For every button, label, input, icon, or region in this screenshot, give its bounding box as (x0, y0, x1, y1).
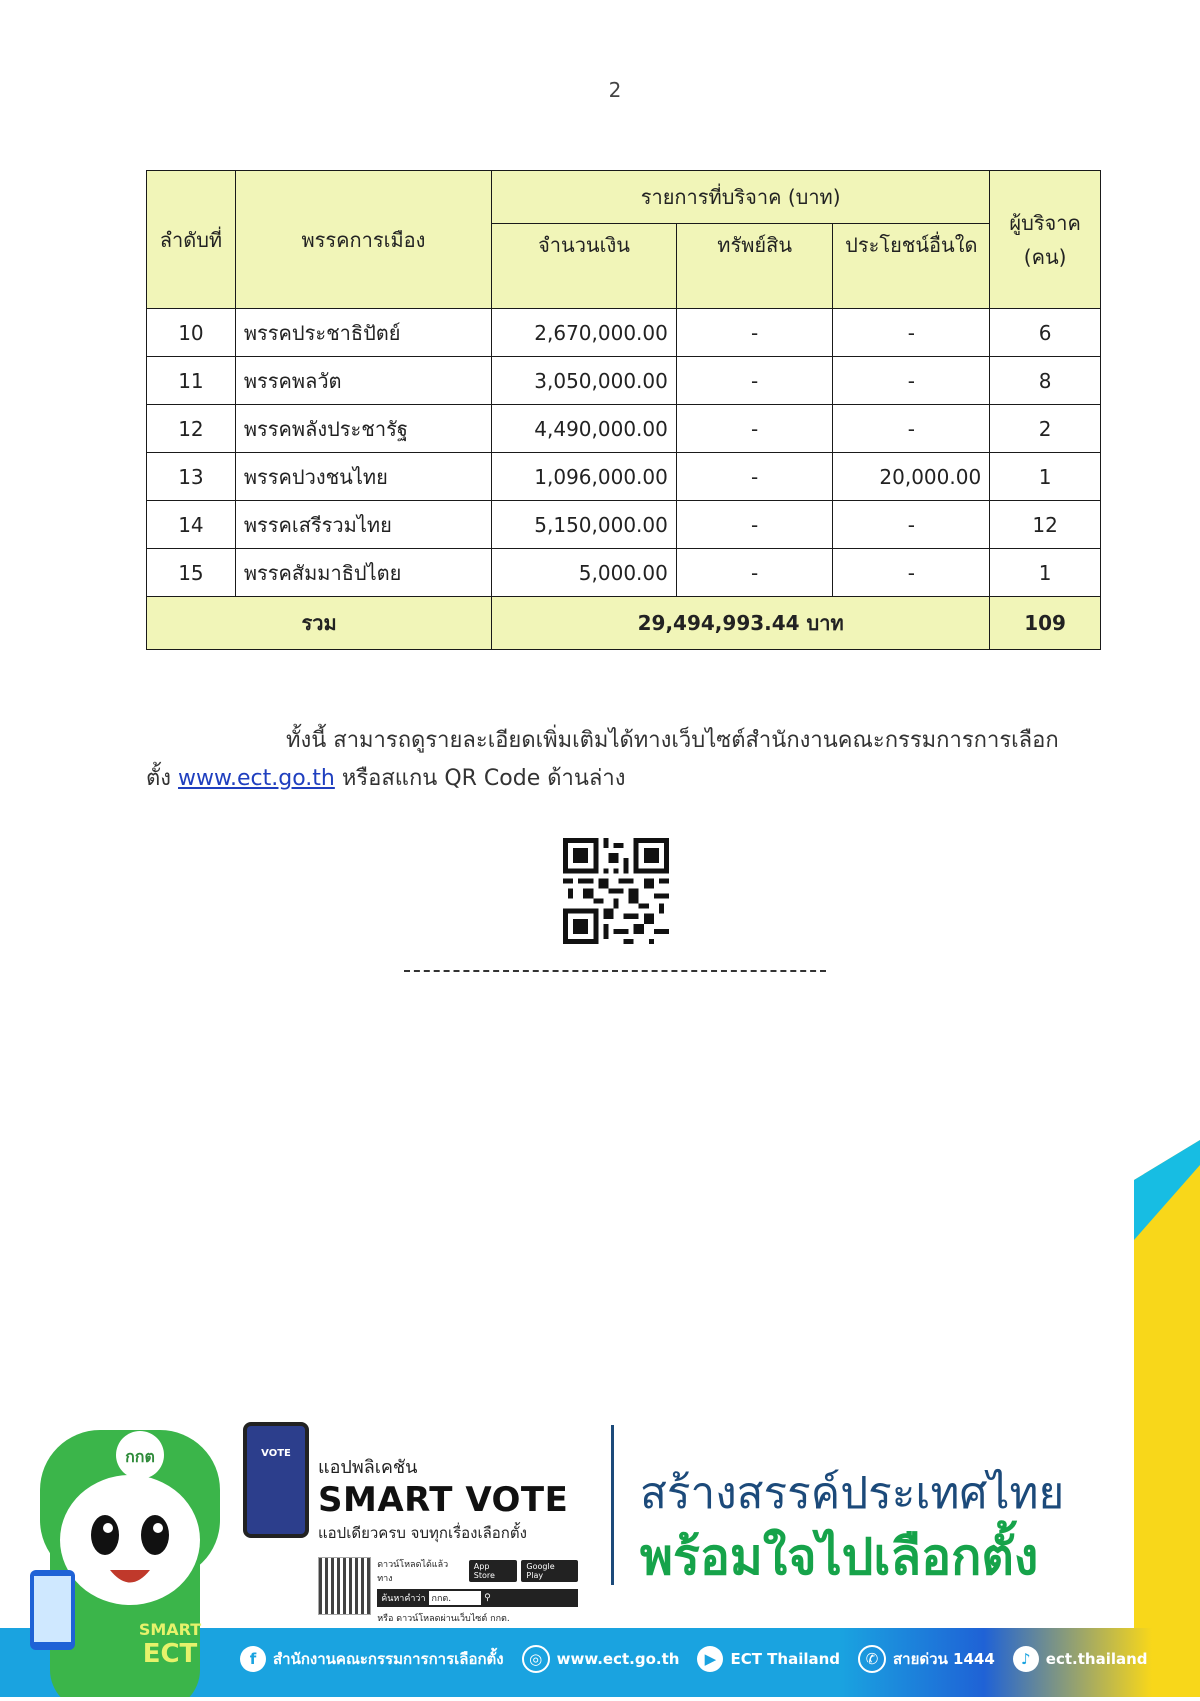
footer-contacts (240, 1645, 1148, 1673)
footer-hotline[interactable]: ✆ สายด่วน 1444 (858, 1645, 995, 1673)
footer-facebook[interactable]: f สำนักงานคณะกรรมการการเลือกตั้ง (240, 1646, 504, 1672)
cell-money: 5,000.00 (492, 549, 677, 597)
qr-code (563, 838, 669, 944)
cell-donors: 2 (990, 405, 1101, 453)
cell-property: - (676, 453, 833, 501)
tiktok-icon: ♪ (1013, 1646, 1039, 1672)
app-promo (318, 1452, 578, 1625)
phone-icon: ✆ (858, 1645, 886, 1673)
cell-other-benefit: - (833, 501, 990, 549)
download-text: ดาวน์โหลดได้แล้ว ทาง (377, 1560, 449, 1584)
footer-tiktok[interactable]: ♪ ect.thailand (1013, 1646, 1148, 1672)
paragraph-text: ทั้งนี้ สามารถดูรายละเอียดเพิ่มเติมได้ทางเว็บไซต์สำนักงานคณะกรรมการการเลือกตั้ง (146, 728, 1059, 791)
cell-no: 13 (147, 453, 236, 501)
table-row (147, 309, 1101, 357)
app-label: แอปพลิเคชัน (318, 1457, 418, 1478)
cell-other-benefit: - (833, 309, 990, 357)
table-row (147, 453, 1101, 501)
cell-party: พรรคสัมมาธิปไตย (235, 549, 491, 597)
section-divider (404, 970, 826, 972)
cell-donors: 6 (990, 309, 1101, 357)
globe-icon: ◎ (522, 1645, 550, 1673)
smart-ect-mascot (20, 1420, 260, 1697)
app-store-badge[interactable]: App Store (469, 1560, 518, 1582)
cell-party: พรรคพลังประชารัฐ (235, 405, 491, 453)
slogan-line-2: พร้อมใจไปเลือกตั้ง (640, 1528, 1039, 1586)
cell-other-benefit: - (833, 357, 990, 405)
web-download-text: หรือ ดาวน์โหลดผ่านเว็บไซต์ กกต. (377, 1614, 510, 1624)
footer-youtube[interactable]: ▶ ECT Thailand (697, 1646, 840, 1672)
paragraph-text-after: หรือสแกน QR Code ด้านล่าง (334, 766, 626, 791)
cell-donors: 8 (990, 357, 1101, 405)
cell-money: 5,150,000.00 (492, 501, 677, 549)
footer-website[interactable]: ◎ www.ect.go.th (522, 1645, 680, 1673)
search-value: กกต. (429, 1591, 482, 1605)
total-row (147, 597, 1101, 650)
cell-party: พรรคพลวัต (235, 357, 491, 405)
page-number: 2 (608, 78, 622, 102)
header-money: จำนวนเงิน (492, 224, 677, 309)
app-qr-code (318, 1557, 371, 1615)
slogan-line-1: สร้างสรรค์ประเทศไทย (640, 1468, 1065, 1519)
table-row (147, 549, 1101, 597)
cell-other-benefit: - (833, 549, 990, 597)
cell-party: พรรคปวงชนไทย (235, 453, 491, 501)
total-amount: 29,494,993.44 บาท (492, 597, 990, 650)
cell-money: 4,490,000.00 (492, 405, 677, 453)
cell-party: พรรคประชาธิปัตย์ (235, 309, 491, 357)
cell-other-benefit: 20,000.00 (833, 453, 990, 501)
svg-text:ECT: ECT (142, 1639, 198, 1669)
table-row (147, 501, 1101, 549)
cell-property: - (676, 405, 833, 453)
cell-property: - (676, 501, 833, 549)
svg-text:SMART: SMART (138, 1620, 202, 1639)
smart-vote-banner (0, 1140, 1200, 1697)
cell-no: 11 (147, 357, 236, 405)
cell-donors: 12 (990, 501, 1101, 549)
cell-property: - (676, 309, 833, 357)
store-search-box: ค้นหาคำว่า กกต. ⚲ (377, 1589, 578, 1607)
cell-donors: 1 (990, 549, 1101, 597)
cell-no: 12 (147, 405, 236, 453)
cell-no: 15 (147, 549, 236, 597)
header-other-benefit: ประโยชน์อื่นใด (833, 224, 990, 309)
search-icon: ⚲ (484, 1593, 491, 1603)
cell-property: - (676, 549, 833, 597)
table-row (147, 405, 1101, 453)
header-donation-group: รายการที่บริจาค (บาท) (492, 171, 990, 224)
header-party: พรรคการเมือง (235, 171, 491, 309)
table-row (147, 357, 1101, 405)
phone-image: VOTE (243, 1422, 309, 1538)
mascot-cap-text: กกต (125, 1447, 155, 1466)
play-icon: ▶ (697, 1646, 723, 1672)
google-play-badge[interactable]: Google Play (521, 1560, 578, 1582)
info-paragraph (146, 722, 1081, 798)
header-no: ลำดับที่ (147, 171, 236, 309)
total-donors: 109 (990, 597, 1101, 650)
cell-no: 10 (147, 309, 236, 357)
cell-money: 3,050,000.00 (492, 357, 677, 405)
app-subtitle: แอปเดียวครบ จบทุกเรื่องเลือกตั้ง (318, 1524, 527, 1542)
header-property: ทรัพย์สิน (676, 224, 833, 309)
total-label: รวม (147, 597, 492, 650)
ect-website-link[interactable]: www.ect.go.th (178, 766, 335, 791)
cell-donors: 1 (990, 453, 1101, 501)
cell-no: 14 (147, 501, 236, 549)
app-title: SMART VOTE (318, 1480, 569, 1520)
cell-money: 1,096,000.00 (492, 453, 677, 501)
cell-party: พรรคเสรีรวมไทย (235, 501, 491, 549)
cell-money: 2,670,000.00 (492, 309, 677, 357)
donations-table (146, 170, 1101, 650)
cell-other-benefit: - (833, 405, 990, 453)
header-donors: ผู้บริจาค (คน) (990, 171, 1101, 309)
cell-property: - (676, 357, 833, 405)
banner-divider (611, 1425, 614, 1585)
facebook-icon: f (240, 1646, 266, 1672)
